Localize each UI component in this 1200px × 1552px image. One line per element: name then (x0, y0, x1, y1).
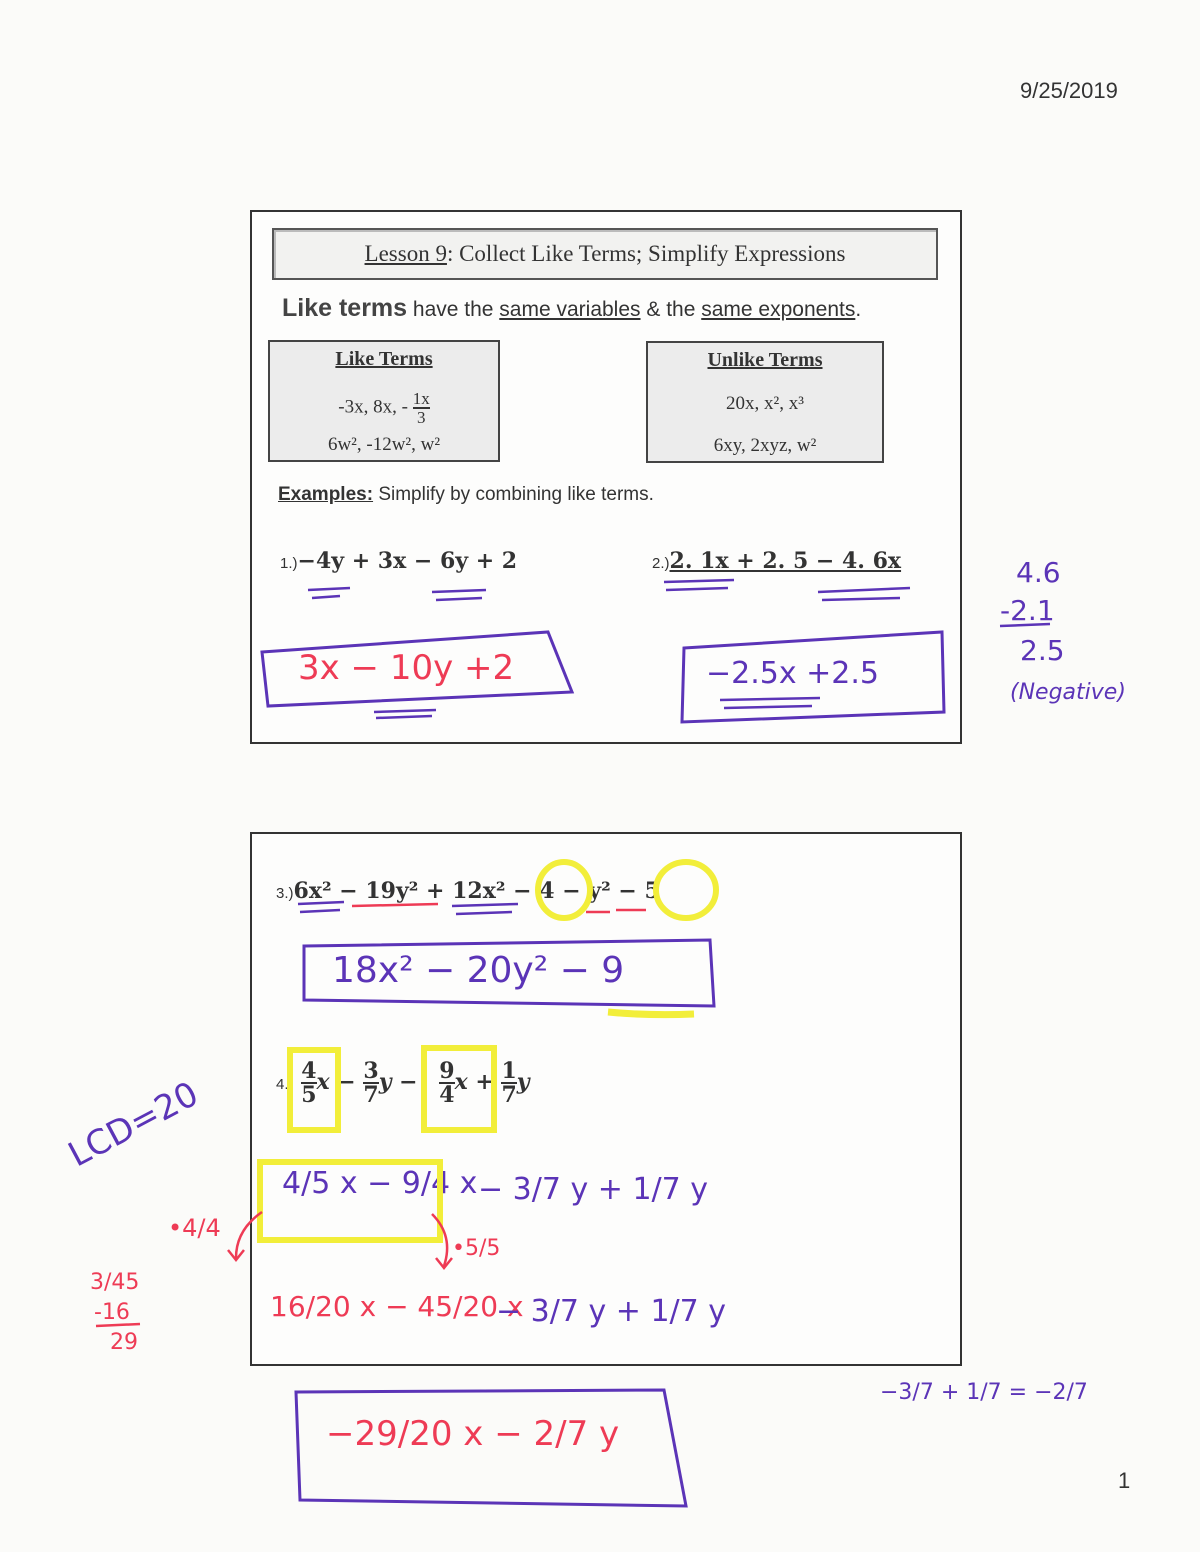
side-note-negative: (Negative) (1010, 680, 1126, 705)
lesson-title (272, 228, 938, 280)
problem-4-number: 4.) (276, 1076, 294, 1093)
multiplier-left: •4/4 (168, 1214, 221, 1242)
lesson-title-prefix: Lesson 9 (364, 241, 447, 266)
problem-1-number: 1.) (280, 555, 298, 572)
like-terms-heading: Like Terms (335, 348, 433, 370)
problem-2-expression: 2. 1x + 2. 5 − 4. 6x (669, 548, 902, 574)
def-text-1: have the (407, 298, 500, 321)
side-sub-2: -16 (94, 1300, 130, 1325)
frac-num: 1x (412, 389, 430, 408)
side-calc-line-3: 2.5 (1020, 634, 1065, 667)
same-variables: same variables (499, 298, 641, 321)
p4-frac-9-4: $\frac{9}{4}$ (439, 1058, 455, 1108)
lesson-title-rest: : Collect Like Terms; Simplify Expressions (446, 241, 846, 266)
same-exponents: same exponents (701, 298, 856, 321)
unlike-terms-row-1: 20x, x², x³ (726, 393, 804, 414)
def-text-2: & the (640, 298, 702, 321)
unlike-terms-row-2: 6xy, 2xyz, w² (713, 435, 817, 456)
like-terms-box (268, 340, 500, 462)
like-terms-word: Like terms (282, 294, 408, 322)
def-end: . (855, 298, 862, 321)
unlike-terms-heading: Unlike Terms (707, 349, 823, 371)
problem-2 (652, 548, 901, 574)
examples-label: Examples: (278, 484, 374, 505)
step-2-y-terms: − 3/7 y + 1/7 y (496, 1294, 727, 1329)
side-sub-1: 3/45 (90, 1270, 140, 1295)
multiplier-right: •5/5 (452, 1236, 501, 1261)
p4-frac-4-5: $\frac{4}{5}$ (301, 1058, 317, 1108)
like-terms-row-1 (270, 390, 498, 426)
answer-3-text: 18x² − 20y² − 9 (332, 950, 625, 991)
problem-1 (280, 548, 517, 574)
problem-3-number: 3.) (276, 885, 294, 902)
side-calc-line-2: -2.1 (1000, 594, 1055, 627)
answer-3 (332, 950, 624, 991)
step-1-x-terms: 4/5 x − 9/4 x (282, 1166, 478, 1201)
y-coefficient-calc: −3/7 + 1/7 = −2/7 (880, 1380, 1088, 1405)
like-row1-text: -3x, 8x, - (338, 396, 408, 418)
step-1-y-terms: − 3/7 y + 1/7 y (478, 1172, 709, 1207)
problem-1-expression: −4y + 3x − 6y + 2 (297, 548, 518, 574)
p4-frac-3-7: $\frac{3}{7}$ (363, 1058, 379, 1108)
problem-3-expression: 6x² − 19y² + 12x² − 4 − y² − 5 (293, 878, 660, 904)
page-number: 1 (1118, 1468, 1131, 1493)
like-terms-row-2: 6w², -12w², w² (327, 434, 441, 455)
page-date: 9/25/2019 (1020, 78, 1118, 103)
step-2-x-terms: 16/20 x − 45/20 x (270, 1290, 524, 1323)
frac-den: 3 (413, 407, 430, 426)
examples-text: Simplify by combining like terms. (373, 484, 654, 505)
problem-2-number: 2.) (652, 555, 670, 572)
p4-frac-1-7: $\frac{1}{7}$ (501, 1058, 517, 1108)
answer-2: −2.5x +2.5 (706, 656, 879, 691)
lcd-note: LCD=20 (62, 1073, 205, 1176)
problem-4: 4.) $\frac{4}{5}$ x − $\frac{3}{7}$ y − $\frac{9}{4}$ x + $\frac{1}{7}$ y (276, 1058, 530, 1108)
like-terms-definition (282, 294, 861, 323)
like-row1-fraction (413, 390, 430, 426)
examples-line (278, 484, 654, 506)
unlike-terms-box (646, 341, 884, 463)
answer-1: 3x − 10y +2 (298, 648, 515, 688)
final-answer: −29/20 x − 2/7 y (326, 1414, 620, 1454)
side-calc-line-1: 4.6 (1016, 556, 1061, 589)
side-sub-3: 29 (110, 1330, 138, 1355)
problem-3 (276, 878, 660, 904)
